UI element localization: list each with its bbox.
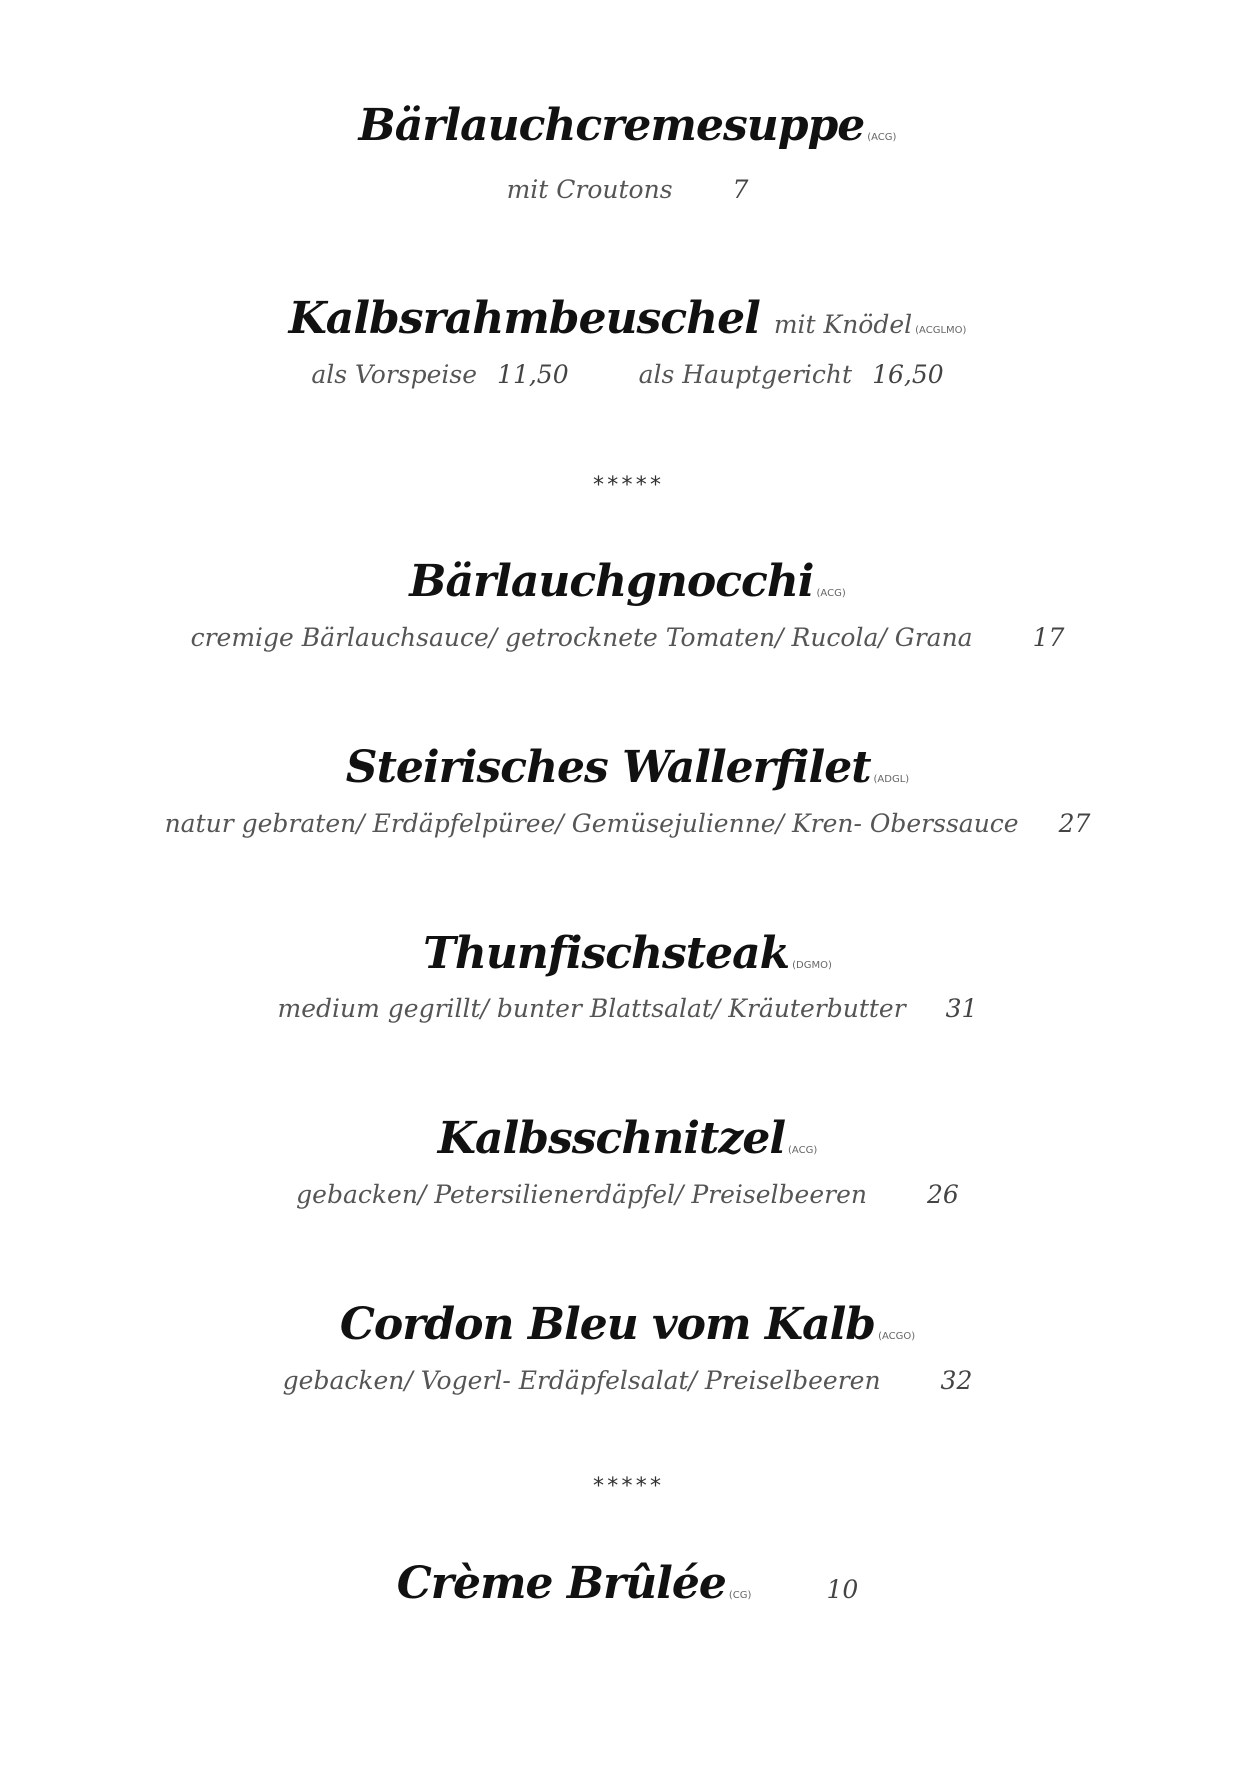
- dish-description: cremige Bärlauchsauce/ getrocknete Tomaten/ Rucola/ Grana: [190, 623, 973, 652]
- separator-stars: *****: [591, 473, 664, 498]
- allergen-codes: (ACG): [816, 588, 846, 599]
- allergen-codes: (DGMO): [792, 960, 832, 971]
- section-separator: [0, 1474, 1255, 1499]
- menu-item-details: [0, 809, 1255, 838]
- dish-price: 32: [940, 1366, 973, 1395]
- menu-item-details: [0, 1180, 1255, 1209]
- allergen-codes: (ACG): [788, 1145, 818, 1156]
- menu-item-details: [0, 994, 1255, 1023]
- option-price: 16,50: [872, 360, 944, 389]
- menu-item-title: [0, 742, 1255, 793]
- menu-item-options: [0, 360, 1255, 389]
- dish-price: 17: [1032, 623, 1065, 652]
- separator-stars: *****: [591, 1474, 664, 1499]
- dish-name: Crème Brûlée: [396, 1558, 726, 1609]
- dish-subtitle: mit Knödel: [773, 310, 913, 339]
- allergen-codes: (ACGO): [878, 1331, 916, 1342]
- menu-item-title: [0, 293, 1255, 344]
- allergen-codes: (ACGLMO): [915, 325, 967, 336]
- dish-description: gebacken/ Petersilienerdäpfel/ Preiselbeeren: [296, 1180, 867, 1209]
- dish-description: natur gebraten/ Erdäpfelpüree/ Gemüsejulienne/ Kren- Oberssauce: [164, 809, 1019, 838]
- menu-item-title: [0, 556, 1255, 607]
- section-separator: [0, 473, 1255, 498]
- dish-price: 7: [732, 175, 749, 204]
- menu-item-title: [0, 1113, 1255, 1164]
- dish-description: medium gegrillt/ bunter Blattsalat/ Kräuterbutter: [277, 994, 906, 1023]
- dish-name: Cordon Bleu vom Kalb: [339, 1299, 876, 1350]
- allergen-codes: (ACG): [867, 132, 897, 143]
- allergen-codes: (ADGL): [873, 774, 910, 785]
- menu-item-title: [0, 1558, 1255, 1609]
- dish-description: gebacken/ Vogerl- Erdäpfelsalat/ Preiselbeeren: [282, 1366, 881, 1395]
- dish-name: Kalbsschnitzel: [437, 1113, 786, 1164]
- dish-price: 10: [826, 1575, 859, 1604]
- menu-item-details: [0, 1366, 1255, 1395]
- menu-item-details: [0, 175, 1255, 204]
- dish-name: Kalbsrahmbeuschel: [288, 293, 760, 344]
- option-label: als Hauptgericht: [638, 360, 853, 389]
- dish-price: 26: [927, 1180, 959, 1209]
- dish-name: Bärlauchcremesuppe: [358, 100, 865, 151]
- dish-price: 27: [1058, 809, 1091, 838]
- dish-price: 31: [945, 994, 978, 1023]
- dish-name: Thunfischsteak: [423, 928, 790, 979]
- option-price: 11,50: [497, 360, 569, 389]
- dish-description: mit Croutons: [506, 175, 673, 204]
- menu-item-title: [0, 1299, 1255, 1350]
- dish-name: Steirisches Wallerfilet: [345, 742, 871, 793]
- menu-item-title: [0, 100, 1255, 151]
- menu-item-title: [0, 928, 1255, 979]
- option-label: als Vorspeise: [311, 360, 478, 389]
- menu-item-details: [0, 623, 1255, 652]
- allergen-codes: (CG): [728, 1590, 752, 1601]
- dish-name: Bärlauchgnocchi: [409, 556, 814, 607]
